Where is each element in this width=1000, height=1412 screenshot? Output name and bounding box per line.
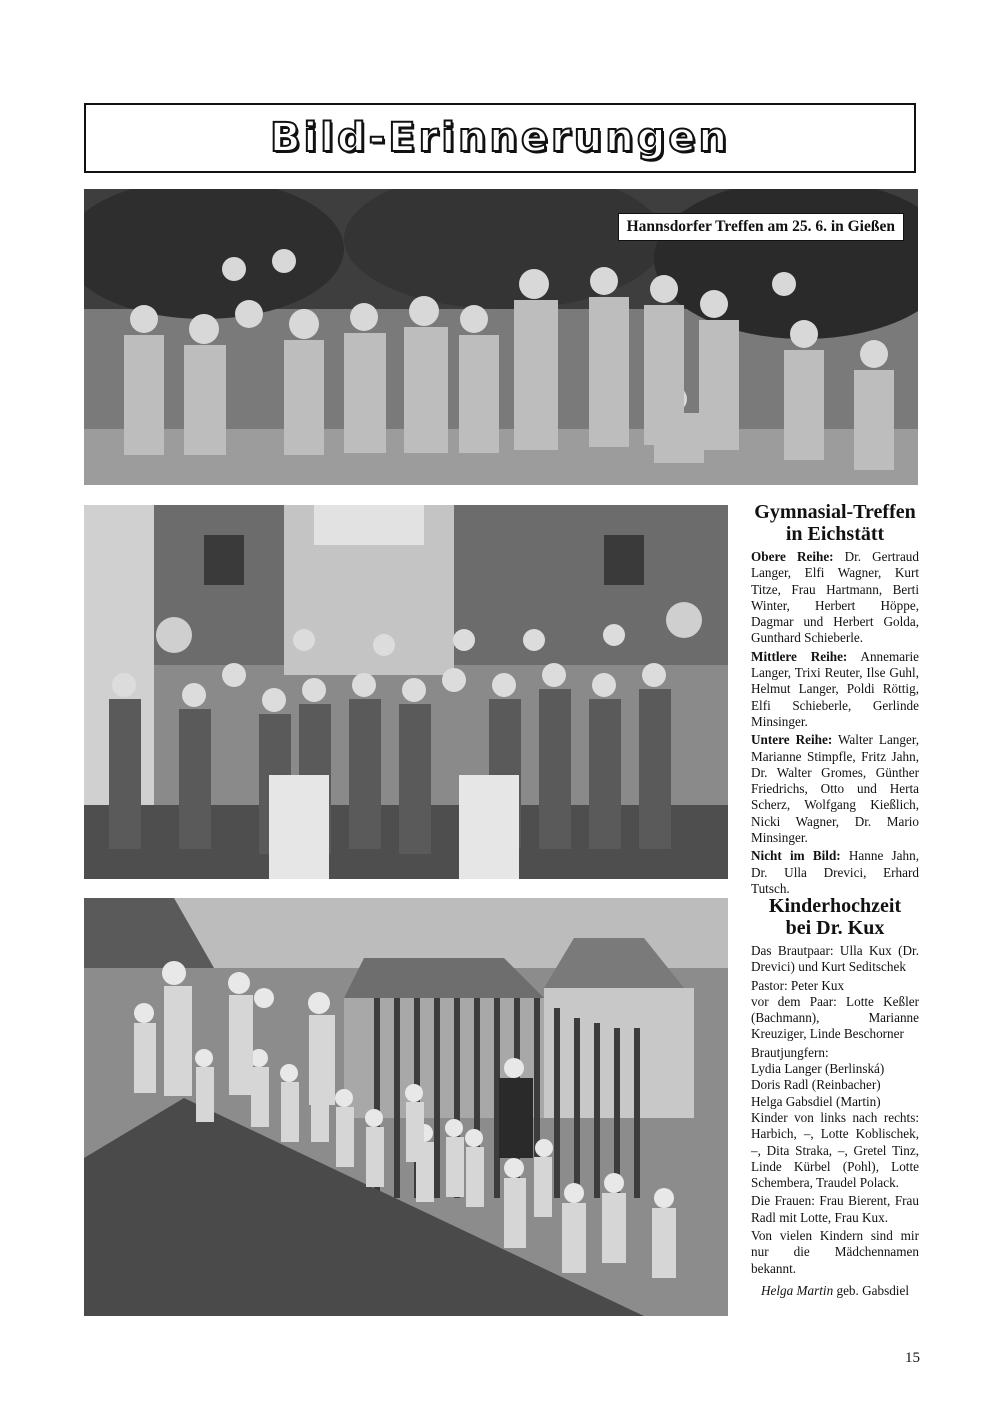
caption-line: Helga Gabsdiel (Martin): [751, 1093, 881, 1109]
caption-paragraph: Die Frauen: Frau Bierent, Frau Radl mit Lotte, Frau Kux.: [751, 1193, 919, 1225]
heading-line-2: bei Dr. Kux: [785, 917, 885, 939]
photo-eichstaett-illustration: [84, 505, 728, 879]
row-text: Dr. Gertraud Langer, Elfi Wagner, Kurt Titze, Frau Hartmann, Berti Winter, Herbert Höppe, Dagmar und Herbert Golda, Gunthard Schieberle.: [751, 549, 919, 646]
page-title-box: [84, 103, 916, 173]
heading-line-1: Kinderhochzeit: [768, 895, 902, 917]
row-label: Untere Reihe:: [751, 732, 833, 748]
row-label: Mittlere Reihe:: [751, 648, 848, 664]
photo-hannsdorfer-treffen: [84, 189, 918, 485]
row-label: Obere Reihe:: [751, 549, 834, 564]
caption-paragraph: vor dem Paar: Lotte Keßler (Bachmann), Marianne Kreuziger, Linde Beschorner: [751, 993, 919, 1042]
photo-caption: Hannsdorfer Treffen am 25. 6. in Gießen: [618, 213, 904, 241]
caption-line: Brautjungfern:: [751, 1044, 829, 1060]
photo-kinderhochzeit: [84, 898, 728, 1316]
row-label: Nicht im Bild:: [751, 848, 841, 864]
heading-line-2: in Eichstätt: [785, 523, 885, 545]
caption-paragraph: Kinder von links nach rechts: Harbich, –, Lotte Koblischek, –, Dita Straka, –, Gretel Tinz, Linde Kürbel (Pohl), Lotte Schembera, Traudel Polack.: [751, 1109, 919, 1191]
page-title: Bild-Erinnerungen: [270, 115, 730, 161]
caption-line: Doris Radl (Reinbacher): [751, 1077, 881, 1093]
caption-line: Lydia Langer (Berlinská): [751, 1061, 885, 1077]
caption-line: Pastor: Peter Kux: [751, 977, 845, 993]
signature-rest: geb. Gabsdiel: [833, 1282, 909, 1298]
row-nicht-im-bild: [751, 848, 919, 897]
row-text: Hanne Jahn, Dr. Ulla Drevici, Erhard Tutsch.: [751, 848, 919, 896]
heading-line-1: Gymnasial-Treffen: [754, 501, 916, 523]
signature: [751, 1283, 919, 1299]
caption-paragraph: Das Brautpaar: Ulla Kux (Dr. Drevici) und Kurt Seditschek: [751, 943, 919, 975]
caption-paragraph: Von vielen Kindern sind mir nur die Mädchennamen bekannt.: [751, 1228, 919, 1276]
row-text: Walter Langer, Marianne Stimpfle, Fritz Jahn, Dr. Walter Gromes, Günther Friedrichs, Otto und Herta Scherz, Wolfgang Kießlich, Nicki Wagner, Dr. Mario Minsinger.: [751, 732, 919, 846]
row-obere: [751, 549, 919, 647]
photo-gymnasial-treffen: [84, 505, 728, 879]
kinderhochzeit-heading: [751, 895, 919, 939]
row-untere: [751, 732, 919, 846]
gymnasial-treffen-caption: [751, 501, 919, 899]
row-mittlere: [751, 649, 919, 730]
gymnasial-treffen-heading: [751, 501, 919, 545]
row-text: Annemarie Langer, Trixi Reuter, Ilse Guhl, Helmut Langer, Poldi Röttig, Elfi Schieberle, Gerlinde Minsinger.: [751, 648, 920, 729]
kinderhochzeit-caption: [751, 895, 919, 1312]
photo-kinderhochzeit-illustration: [84, 898, 728, 1316]
page-number: 15: [905, 1350, 920, 1366]
signature-name: Helga Martin: [761, 1282, 834, 1298]
